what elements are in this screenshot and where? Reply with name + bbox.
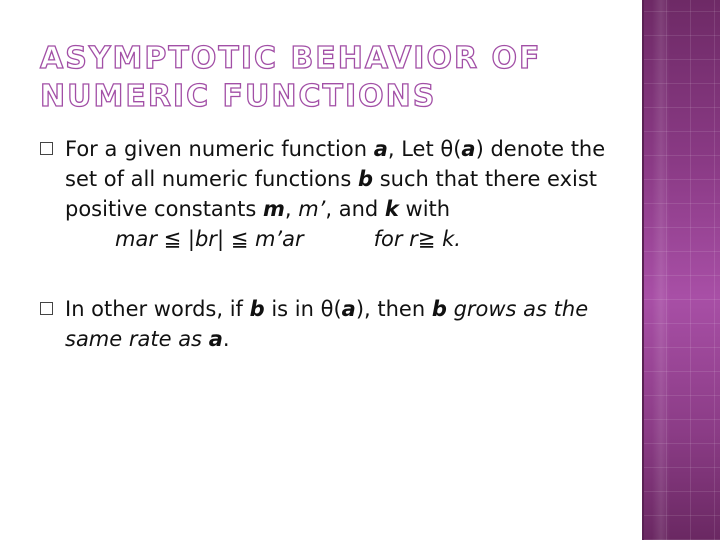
text-segment-italic: grows as the same rate as	[65, 297, 589, 351]
formula-condition: for r≧ k.	[373, 227, 461, 251]
bullet-item-1	[40, 134, 630, 254]
variable-b: b	[431, 297, 447, 321]
variable-a: a	[461, 137, 476, 161]
bullet-item-2	[40, 294, 630, 354]
bullet-1-text	[65, 137, 605, 221]
title-line-1: ASYMPTOTIC BEHAVIOR OF	[40, 41, 542, 76]
text-segment: with	[398, 197, 451, 221]
text-segment: is in θ(	[264, 297, 342, 321]
text-segment: ), then	[355, 297, 432, 321]
decorative-side-panel	[642, 0, 720, 540]
text-segment: , Let θ(	[387, 137, 462, 161]
text-segment: ) denote the set of all numeric functions	[65, 137, 606, 191]
variable-a: a	[341, 297, 356, 321]
title-line-2: NUMERIC FUNCTIONS	[40, 79, 437, 114]
variable-m-prime: m’	[298, 197, 326, 221]
variable-a: a	[373, 137, 388, 161]
variable-b: b	[358, 167, 374, 191]
text-segment: such that there exist positive constants	[65, 167, 598, 221]
variable-b: b	[249, 297, 265, 321]
bullet-2-text	[65, 297, 588, 351]
text-segment: In other words, if	[65, 297, 250, 321]
square-bullet-icon	[40, 142, 53, 155]
inequality-formula	[65, 224, 630, 254]
text-segment: For a given numeric function	[65, 137, 374, 161]
square-bullet-icon	[40, 302, 53, 315]
text-segment: , and	[325, 197, 385, 221]
formula-left: mar ≦ |br| ≦ m’ar	[115, 227, 304, 251]
text-segment: .	[222, 327, 230, 351]
text-segment: ,	[284, 197, 299, 221]
panel-edge	[642, 0, 644, 540]
slide-title	[40, 40, 600, 116]
slide-body	[40, 134, 630, 354]
variable-k: k	[384, 197, 399, 221]
variable-m: m	[262, 197, 285, 221]
variable-a: a	[208, 327, 223, 351]
panel-sheen	[652, 0, 670, 540]
